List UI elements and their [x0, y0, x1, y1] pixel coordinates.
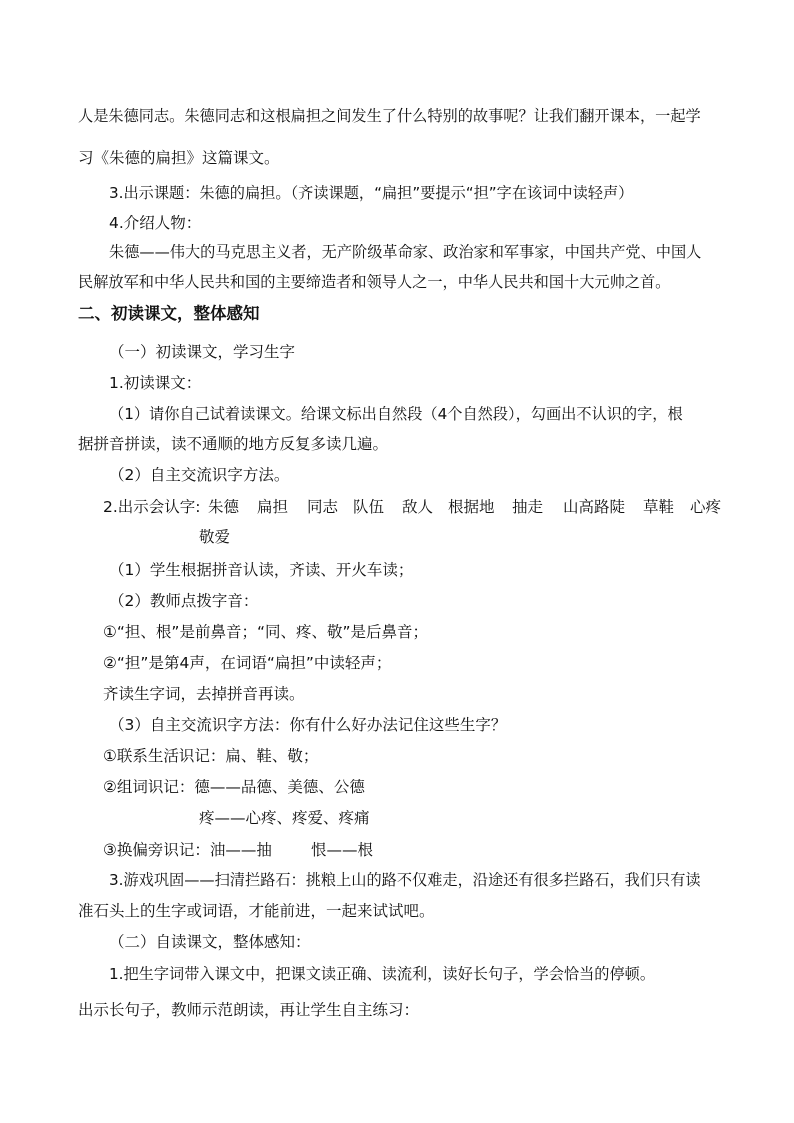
reading-step-1: 1.把生字词带入课文中，把课文读正确、读流利，读好长句子，学会恰当的停顿。	[109, 965, 656, 983]
item-2-3: （3）自主交流识字方法：你有什么好办法记住这些生字？	[109, 716, 507, 734]
method-2-continued: 疼——心疼、疼爱、疼痛	[199, 809, 370, 827]
item-1: 1.初读课文：	[109, 374, 202, 392]
step-3-title: 3.出示课题：朱德的扁担。（齐读课题，“扁担”要提示“担”字在该词中读轻声）	[109, 184, 634, 202]
game-line-1: 3.游戏巩固——扫清拦路石：挑粮上山的路不仅难走，沿途还有很多拦路石，我们只有读	[109, 871, 701, 889]
new-word: 山高路陡	[563, 498, 626, 516]
new-word: 队伍	[353, 498, 385, 516]
bio-line-1: 朱德——伟大的马克思主义者，无产阶级革命家、政治家和军事家，中国共产党、中国人	[109, 243, 702, 261]
new-word: 同志	[307, 498, 339, 516]
item-1-1-line-2: 据拼音拼读，读不通顺的地方反复多读几遍。	[78, 435, 389, 453]
method-1: ①联系生活识记：扁、鞋、敬；	[103, 747, 319, 765]
intro-line-1: 人是朱德同志。朱德同志和这根扁担之间发生了什么特别的故事呢？让我们翻开课本，一起学	[78, 107, 701, 125]
method-3-part-a: ③换偏旁识记：油——抽	[103, 841, 272, 859]
step-4-title: 4.介绍人物：	[109, 214, 202, 232]
item-2-1: （1）学生根据拼音认读，齐读、开火车读；	[109, 561, 414, 579]
new-words-label: 2.出示会认字:	[103, 498, 201, 516]
new-word: 心疼	[690, 498, 722, 516]
bio-line-2: 民解放军和中华人民共和国的主要缔造者和领导人之一，中华人民共和国十大元帅之首。	[78, 273, 671, 291]
item-1-2: （2）自主交流识字方法。	[109, 466, 290, 484]
new-word: 根据地	[448, 498, 495, 516]
part-2-title: （二）自读课文，整体感知：	[109, 933, 311, 951]
item-1-1-line-1: （1）请你自己试着读课文。给课文标出自然段（4个自然段），勾画出不认识的字，根	[109, 405, 683, 423]
item-2-2-a: ①“担、根”是前鼻音；“同、疼、敬”是后鼻音；	[103, 623, 429, 641]
method-3-part-b: 恨——根	[311, 841, 374, 859]
new-word: 朱德	[208, 498, 240, 516]
new-word: 抽走	[512, 498, 544, 516]
game-line-2: 准石头上的生字或词语，才能前进，一起来试试吧。	[78, 902, 435, 920]
intro-line-2: 习《朱德的扁担》这篇课文。	[78, 149, 280, 167]
item-2-2: （2）教师点拨字音：	[109, 592, 259, 610]
new-word: 敬爱	[199, 528, 231, 546]
part-1-title: （一）初读课文，学习生字	[109, 343, 296, 361]
section-2-heading: 二、初读课文，整体感知	[78, 304, 260, 323]
new-word: 草鞋	[643, 498, 675, 516]
new-word: 敌人	[402, 498, 434, 516]
method-2: ②组词识记：德——品德、美德、公德	[103, 778, 365, 796]
reading-step-2: 出示长句子，教师示范朗读，再让学生自主练习：	[78, 1001, 420, 1019]
item-2-2-b: ②“担”是第4声，在词语“扁担”中读轻声；	[103, 654, 392, 672]
item-2-2-c: 齐读生字词，去掉拼音再读。	[103, 685, 305, 703]
new-word: 扁担	[257, 498, 289, 516]
